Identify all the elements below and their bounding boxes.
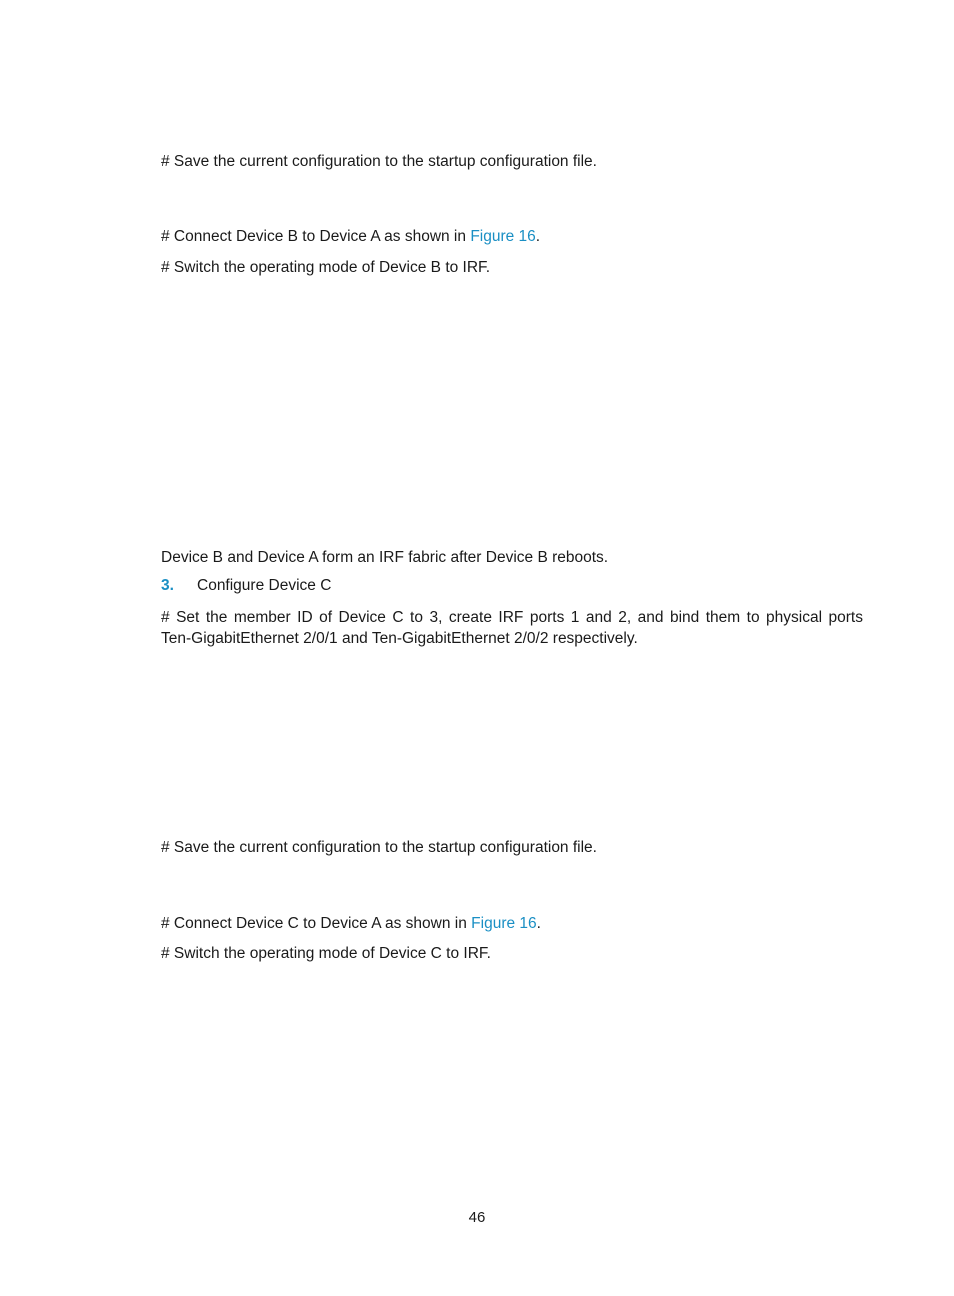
set-member-id-line-1: # Set the member ID of Device C to 3, create IRF ports 1 and 2, and bind them to physical ports	[161, 609, 863, 626]
save-config-c-text: # Save the current configuration to the startup configuration file.	[161, 839, 597, 856]
switch-mode-c-text: # Switch the operating mode of Device C to IRF.	[161, 945, 491, 962]
connect-device-b-suffix: .	[535, 228, 541, 245]
set-member-id-line-2: Ten-GigabitEthernet 2/0/1 and Ten-GigabitEthernet 2/0/2 respectively.	[161, 630, 638, 647]
connect-device-b-prefix: # Connect Device B to Device A as shown in	[161, 228, 471, 245]
step-3-heading: Configure Device C	[197, 577, 332, 594]
step-3-number: 3.	[161, 577, 174, 594]
save-config-b-text: # Save the current configuration to the startup configuration file.	[161, 153, 597, 170]
connect-device-c-text	[161, 914, 541, 934]
connect-device-b-text	[161, 227, 540, 247]
switch-mode-b-text: # Switch the operating mode of Device B to IRF.	[161, 259, 491, 276]
connect-device-c-prefix: # Connect Device C to Device A as shown in	[161, 915, 472, 932]
page-number: 46	[468, 1209, 486, 1226]
set-member-id-paragraph	[161, 607, 863, 649]
form-fabric-text: Device B and Device A form an IRF fabric after Device B reboots.	[161, 549, 609, 566]
figure-16-link-c[interactable]: Figure 16	[471, 915, 537, 932]
connect-device-c-suffix: .	[536, 915, 541, 932]
figure-16-link-b[interactable]: Figure 16	[470, 228, 536, 245]
